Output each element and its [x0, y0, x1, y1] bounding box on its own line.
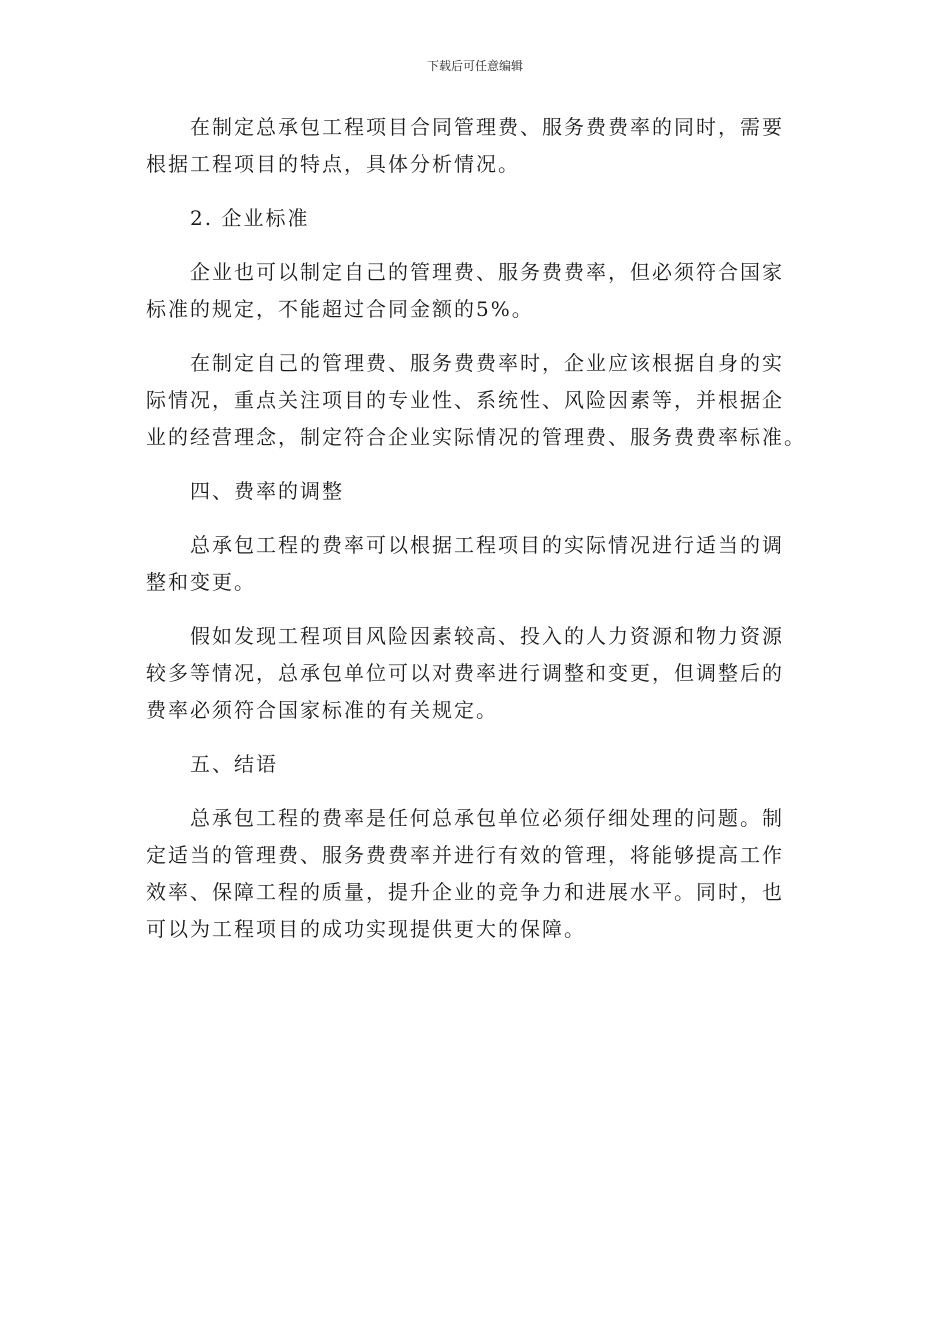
paragraph — [146, 254, 806, 328]
paragraph-line: 际情况，重点关注项目的专业性、系统性、风险因素等，并根据企 — [146, 388, 784, 412]
paragraph-line: 定适当的管理费、服务费费率并进行有效的管理，将能够提高工作 — [146, 843, 784, 867]
paragraph-line: 在制定总承包工程项目合同管理费、服务费费率的同时，需要 — [190, 115, 784, 139]
paragraph-line: 费率必须符合国家标准的有关规定。 — [146, 698, 498, 722]
document-body — [146, 109, 806, 965]
section-heading: 2. 企业标准 — [190, 206, 310, 230]
section-heading: 五、结语 — [190, 752, 278, 776]
paragraph — [146, 109, 806, 183]
paragraph-line: 根据工程项目的特点，具体分析情况。 — [146, 152, 520, 176]
paragraph-line: 企业也可以制定自己的管理费、服务费费率，但必须符合国家 — [190, 260, 784, 284]
paragraph — [146, 345, 806, 456]
paragraph-line: 标准的规定，不能超过合同金额的5%。 — [146, 297, 534, 321]
paragraph-line: 较多等情况，总承包单位可以对费率进行调整和变更，但调整后的 — [146, 661, 784, 685]
paragraph-line: 总承包工程的费率可以根据工程项目的实际情况进行适当的调 — [190, 533, 784, 557]
paragraph — [146, 800, 806, 948]
paragraph-line: 假如发现工程项目风险因素较高、投入的人力资源和物力资源 — [190, 624, 784, 648]
paragraph-line: 总承包工程的费率是任何总承包单位必须仔细处理的问题。制 — [190, 806, 784, 830]
paragraph-line: 效率、保障工程的质量，提升企业的竞争力和进展水平。同时，也 — [146, 880, 784, 904]
section-heading: 四、费率的调整 — [190, 479, 344, 503]
paragraph-line: 在制定自己的管理费、服务费费率时，企业应该根据自身的实 — [190, 351, 784, 375]
paragraph-line: 业的经营理念，制定符合企业实际情况的管理费、服务费费率标准。 — [146, 425, 806, 449]
paragraph-line: 可以为工程项目的成功实现提供更大的保障。 — [146, 917, 586, 941]
paragraph — [146, 527, 806, 601]
paragraph-line: 整和变更。 — [146, 570, 256, 594]
page-header: 下载后可任意编辑 — [426, 59, 523, 73]
paragraph — [146, 618, 806, 729]
